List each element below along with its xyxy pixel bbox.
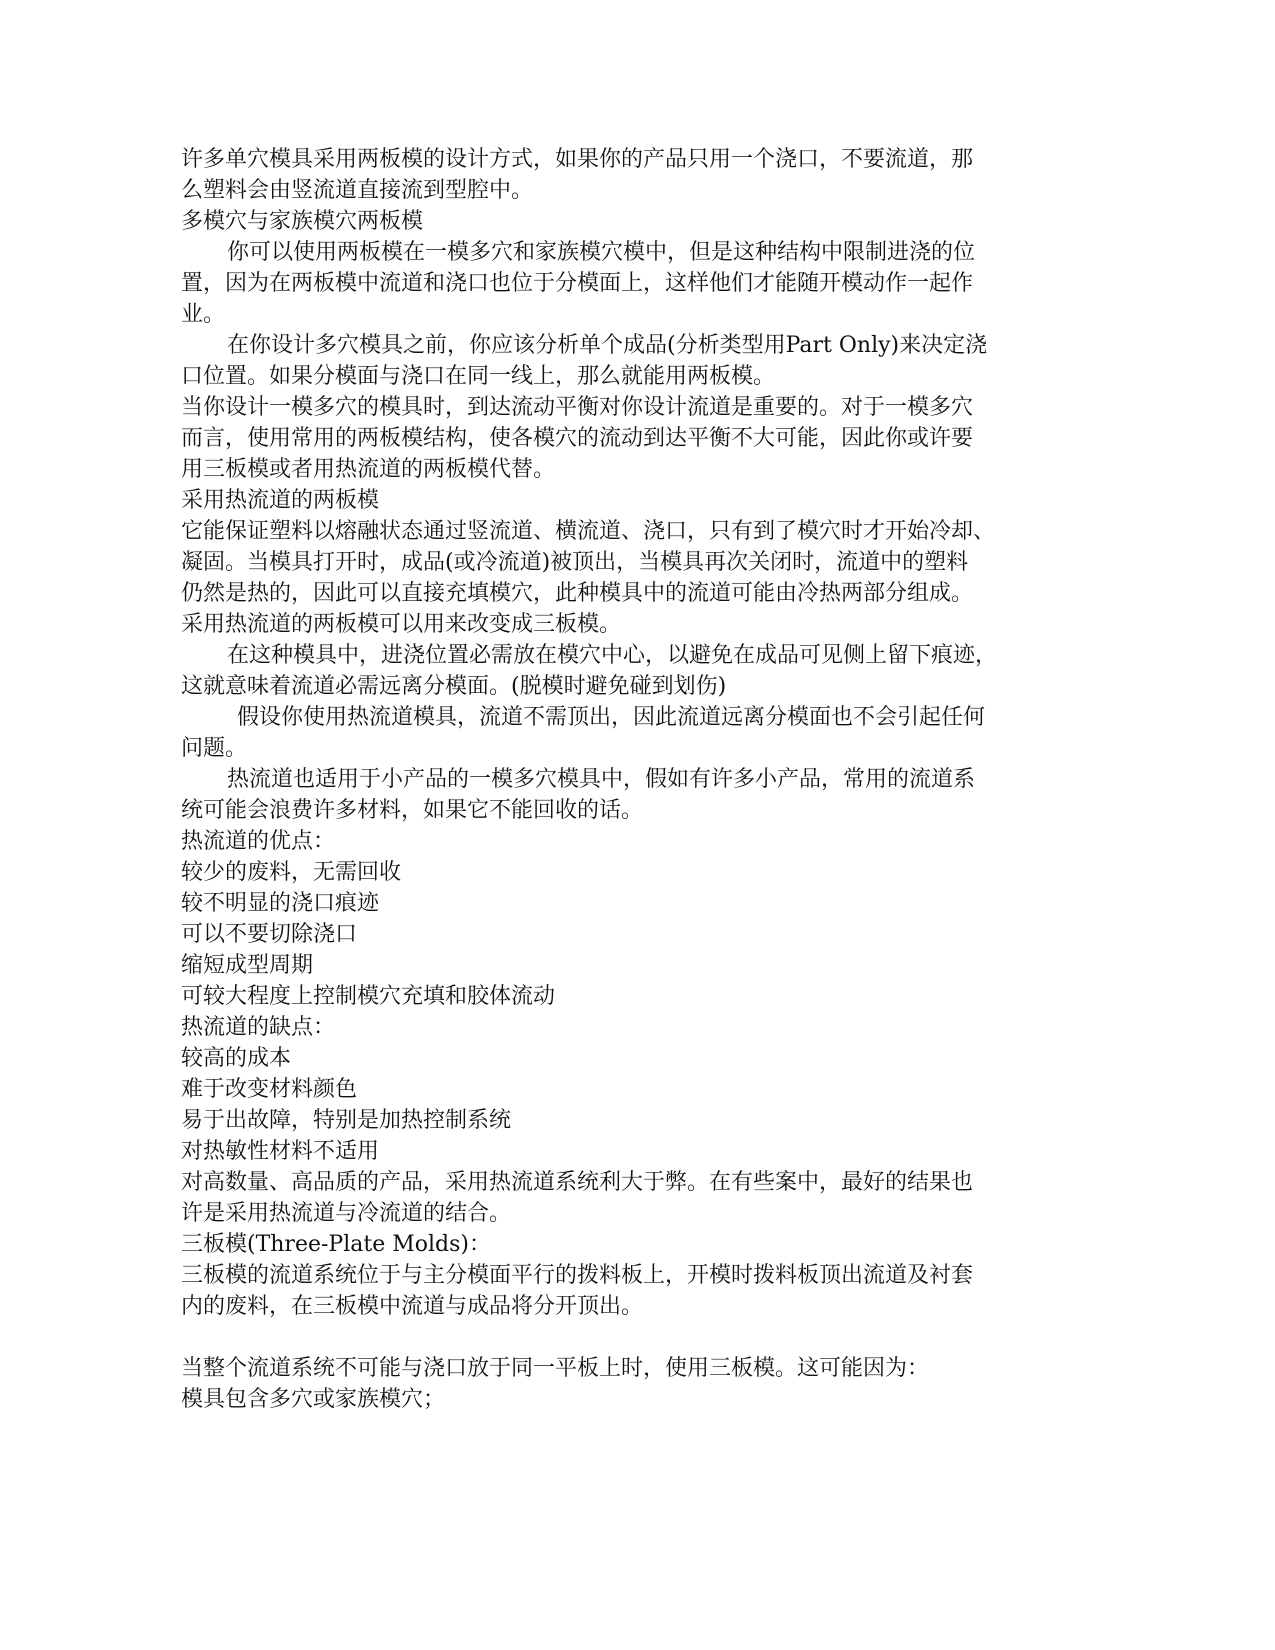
paragraph-line: 这就意味着流道必需远离分模面。(脱模时避免碰到划伤) (181, 674, 727, 699)
list-item: 难于改变材料颜色 (181, 1077, 358, 1102)
paragraph-line: 么塑料会由竖流道直接流到型腔中。 (181, 178, 534, 203)
list-item: 缩短成型周期 (181, 953, 314, 978)
list-item: 对热敏性材料不适用 (181, 1139, 380, 1164)
paragraph-line: 口位置。如果分模面与浇口在同一线上，那么就能用两板模。 (181, 364, 776, 389)
paragraph-line: 内的废料，在三板模中流道与成品将分开顶出。 (181, 1294, 644, 1319)
paragraph-line: 问题。 (181, 736, 248, 761)
paragraph-line: 采用热流道的两板模可以用来改变成三板模。 (181, 612, 622, 637)
list-item: 较不明显的浇口痕迹 (181, 891, 380, 916)
paragraph-line: 当你设计一模多穴的模具时，到达流动平衡对你设计流道是重要的。对于一模多穴 (181, 395, 974, 420)
paragraph-line: 业。 (181, 302, 226, 327)
paragraph-line: 许是采用热流道与冷流道的结合。 (181, 1201, 512, 1226)
section-heading: 热流道的缺点： (181, 1015, 336, 1040)
paragraph-line: 在这种模具中，进浇位置必需放在模穴中心，以避免在成品可见侧上留下痕迹， (227, 643, 998, 668)
list-item: 易于出故障，特别是加热控制系统 (181, 1108, 512, 1133)
paragraph-line: 用三板模或者用热流道的两板模代替。 (181, 457, 556, 482)
section-heading: 三板模(Three-Plate Molds)： (181, 1232, 491, 1257)
paragraph-line: 仍然是热的，因此可以直接充填模穴，此种模具中的流道可能由冷热两部分组成。 (181, 581, 974, 606)
list-item: 可较大程度上控制模穴充填和胶体流动 (181, 984, 556, 1009)
section-heading: 热流道的优点： (181, 829, 336, 854)
paragraph-line: 统可能会浪费许多材料，如果它不能回收的话。 (181, 798, 644, 823)
document-body (181, 144, 1081, 1415)
paragraph-line: 置，因为在两板模中流道和浇口也位于分模面上，这样他们才能随开模动作一起作 (181, 271, 974, 296)
blank-line (181, 1322, 1081, 1353)
paragraph-line: 它能保证塑料以熔融状态通过竖流道、横流道、浇口，只有到了模穴时才开始冷却、 (181, 519, 996, 544)
list-item: 较高的成本 (181, 1046, 292, 1071)
paragraph-line: 你可以使用两板模在一模多穴和家族模穴模中，但是这种结构中限制进浇的位 (227, 240, 976, 265)
paragraph-line: 而言，使用常用的两板模结构，使各模穴的流动到达平衡不大可能，因此你或许要 (181, 426, 974, 451)
paragraph-line: 对高数量、高品质的产品，采用热流道系统利大于弊。在有些案中，最好的结果也 (181, 1170, 974, 1195)
paragraph-line: 在你设计多穴模具之前，你应该分析单个成品(分析类型用Part Only)来决定浇 (227, 333, 988, 358)
list-item: 较少的废料，无需回收 (181, 860, 402, 885)
paragraph-line: 热流道也适用于小产品的一模多穴模具中，假如有许多小产品，常用的流道系 (227, 767, 976, 792)
section-heading: 采用热流道的两板模 (181, 488, 380, 513)
paragraph-line: 三板模的流道系统位于与主分模面平行的拨料板上，开模时拨料板顶出流道及衬套 (181, 1263, 974, 1288)
list-item: 可以不要切除浇口 (181, 922, 358, 947)
paragraph-line: 模具包含多穴或家族模穴； (181, 1387, 446, 1412)
section-heading: 多模穴与家族模穴两板模 (181, 209, 424, 234)
paragraph-line: 当整个流道系统不可能与浇口放于同一平板上时，使用三板模。这可能因为： (181, 1356, 930, 1381)
paragraph-line: 凝固。当模具打开时，成品(或冷流道)被顶出，当模具再次关闭时，流道中的塑料 (181, 550, 969, 575)
paragraph-line: 假设你使用热流道模具，流道不需顶出，因此流道远离分模面也不会引起任何 (237, 705, 986, 730)
paragraph-line: 许多单穴模具采用两板模的设计方式，如果你的产品只用一个浇口，不要流道，那 (181, 147, 974, 172)
